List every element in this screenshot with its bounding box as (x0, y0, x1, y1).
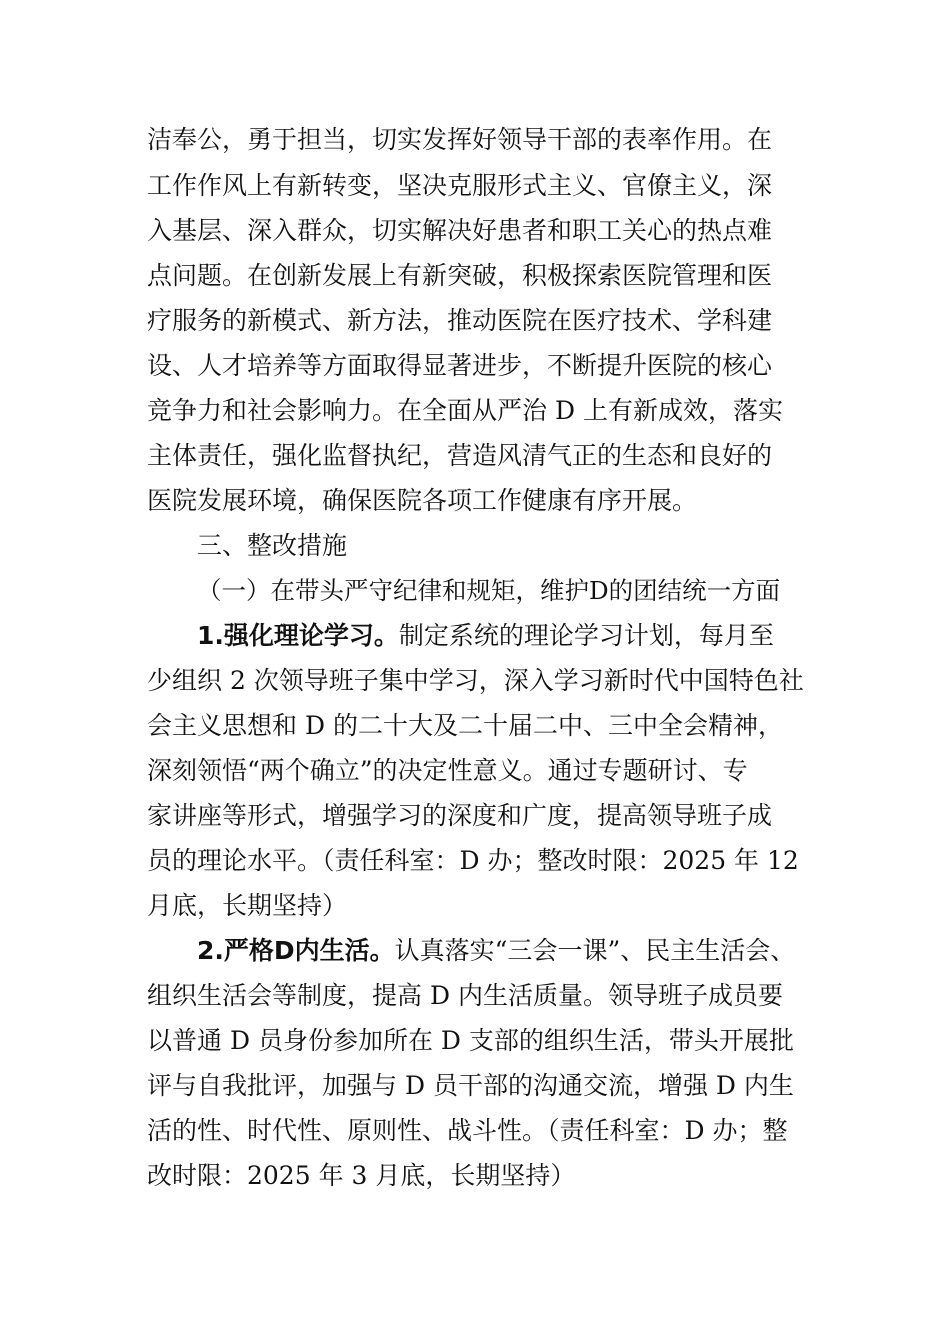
item1-first-line (197, 614, 897, 658)
paragraph-line: 点问题。在创新发展上有新突破，积极探索医院管理和医 (147, 261, 773, 290)
paragraph-line: 活的性、时代性、原则性、战斗性。（责任科室：D 办；整 (147, 1116, 788, 1145)
paragraph-line: 设、人才培养等方面取得显著进步，不断提升医院的核心 (147, 351, 773, 380)
section-heading: 三、整改措施 (197, 531, 348, 560)
item2-first-line-rest: 认真落实“三会一课”、民主生活会、 (394, 936, 796, 965)
paragraph-line: 入基层、深入群众，切实解决好患者和职工关心的热点难 (147, 216, 773, 245)
paragraph-line: 评与自我批评，加强与 D 员干部的沟通交流，增强 D 内生 (147, 1071, 794, 1100)
item2-first-line (197, 929, 897, 973)
paragraph-line: 家讲座等形式，增强学习的深度和广度，提高领导班子成 (147, 801, 773, 830)
paragraph-line: 洁奉公，勇于担当，切实发挥好领导干部的表率作用。在 (147, 125, 773, 154)
paragraph-line: 少组织 2 次领导班子集中学习，深入学习新时代中国特色社 (147, 666, 804, 695)
item1-first-line-rest: 制定系统的理论学习计划，每月至 (398, 621, 774, 650)
paragraph-line: 竞争力和社会影响力。在全面从严治 D 上有新成效，落实 (147, 396, 783, 425)
item1-lead: 1.强化理论学习。 (197, 621, 399, 650)
paragraph-line: 工作作风上有新转变，坚决克服形式主义、官僚主义，深 (147, 171, 773, 200)
paragraph-line: 会主义思想和 D 的二十大及二十届二中、三中全会精神， (147, 711, 783, 740)
subsection-heading: （一）在带头严守纪律和规矩，维护D的团结统一方面 (197, 576, 781, 605)
paragraph-line: 月底，长期坚持） (147, 891, 348, 920)
item2-lead: 2.严格D内生活。 (197, 936, 395, 965)
paragraph-line: 医院发展环境，确保医院各项工作健康有序开展。 (147, 486, 698, 515)
paragraph-line: 组织生活会等制度，提高 D 内生活质量。领导班子成员要 (147, 981, 783, 1010)
paragraph-line: 主体责任，强化监督执纪，营造风清气正的生态和良好的 (147, 441, 773, 470)
paragraph-line: 员的理论水平。（责任科室：D 办；整改时限：2025 年 12 (147, 846, 799, 875)
paragraph-line: 疗服务的新模式、新方法，推动医院在医疗技术、学科建 (147, 306, 773, 335)
paragraph-line: 改时限：2025 年 3 月底，长期坚持） (147, 1161, 576, 1190)
paragraph-line: 以普通 D 员身份参加所在 D 支部的组织生活，带头开展批 (147, 1026, 794, 1055)
paragraph-line: 深刻领悟“两个确立”的决定性意义。通过专题研讨、专 (147, 756, 748, 785)
